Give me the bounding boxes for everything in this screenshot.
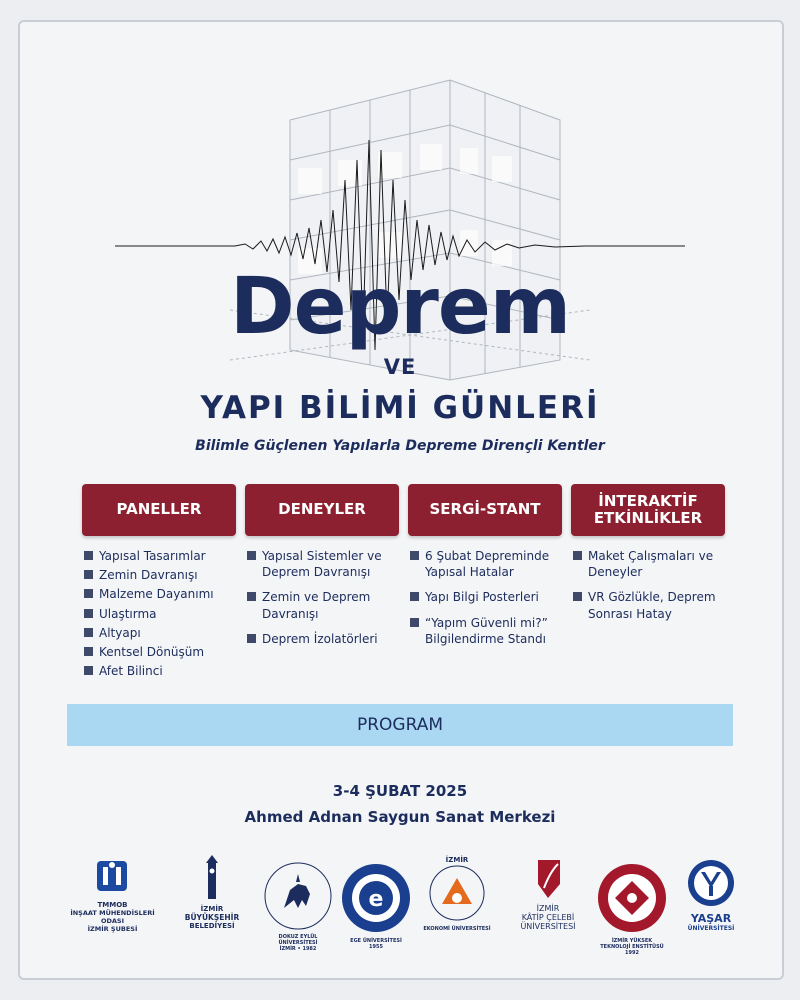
- list-item: Zemin ve Deprem Davranışı: [245, 589, 399, 621]
- iyte-logo: İZMİR YÜKSEK TEKNOLOJİ ENSTİTÜSÜ 1992: [596, 862, 668, 956]
- ikcu-logo: İZMİR KÂTİP ÇELEBİ ÜNİVERSİTESİ: [508, 858, 588, 931]
- list-item: Afet Bilinci: [82, 663, 236, 679]
- iyte-emblem-icon: [596, 862, 668, 934]
- bullet-square-icon: [573, 592, 582, 601]
- bullet-square-icon: [410, 618, 419, 627]
- bullet-square-icon: [410, 551, 419, 560]
- bullet-square-icon: [573, 551, 582, 560]
- list-item: Altyapı: [82, 625, 236, 641]
- list-item: Yapı Bilgi Posterleri: [408, 589, 562, 605]
- column-header-deneyler: DENEYLER: [245, 484, 399, 536]
- bullet-square-icon: [84, 647, 93, 656]
- column-header-paneller: PANELLER: [82, 484, 236, 536]
- event-date: 3-4 ŞUBAT 2025: [332, 782, 468, 800]
- list-paneller: [82, 548, 236, 679]
- tmmob-logo: TMMOB İNŞAAT MÜHENDİSLERİ ODASI İZMİR ŞUBESİ: [60, 855, 165, 933]
- event-tagline: Bilimle Güçlenen Yapılarla Depreme Dirençli Kentler: [195, 438, 605, 454]
- list-item: 6 Şubat Depreminde Yapısal Hatalar: [408, 548, 562, 580]
- event-subtitle: YAPI BİLİMİ GÜNLERİ: [200, 390, 600, 426]
- quill-pen-icon: [508, 858, 588, 900]
- list-item: Yapısal Sistemler ve Deprem Davranışı: [245, 548, 399, 580]
- list-item: Maket Çalışmaları ve Deneyler: [571, 548, 725, 580]
- bullet-square-icon: [84, 589, 93, 598]
- list-item: Deprem İzolatörleri: [245, 631, 399, 647]
- column-paneller: [82, 484, 236, 682]
- bullet-square-icon: [84, 609, 93, 618]
- event-venue: Ahmed Adnan Saygun Sanat Merkezi: [244, 808, 556, 826]
- bullet-square-icon: [84, 551, 93, 560]
- clock-tower-icon: [178, 855, 246, 901]
- svg-text:e: e: [368, 887, 384, 912]
- bullet-square-icon: [247, 551, 256, 560]
- list-interaktif-etkinlikler: [571, 548, 725, 622]
- yasar-logo: YAŞAR ÜNİVERSİTESİ: [676, 858, 746, 932]
- column-header-interaktif-etkinlikler: İNTERAKTİF ETKİNLİKLER: [571, 484, 725, 536]
- list-item: “Yapım Güvenli mi?” Bilgilendirme Standı: [408, 615, 562, 647]
- list-item: VR Gözlükle, Deprem Sonrası Hatay: [571, 589, 725, 621]
- list-item: Malzeme Dayanımı: [82, 586, 236, 602]
- bullet-square-icon: [84, 570, 93, 579]
- ieu-emblem-icon: [420, 864, 494, 922]
- event-title-ve: VE: [383, 355, 417, 379]
- list-item: Kentsel Dönüşüm: [82, 644, 236, 660]
- event-title: Deprem: [229, 262, 571, 352]
- list-item: Ulaştırma: [82, 606, 236, 622]
- tmmob-emblem-icon: [60, 855, 165, 895]
- bullet-square-icon: [84, 666, 93, 675]
- bullet-square-icon: [410, 592, 419, 601]
- bullet-square-icon: [247, 592, 256, 601]
- list-item: Zemin Davranışı: [82, 567, 236, 583]
- list-sergi-stant: [408, 548, 562, 647]
- program-bar: PROGRAM: [67, 704, 733, 746]
- ege-emblem-icon: [340, 862, 412, 934]
- ege-logo: e EGE ÜNİVERSİTESİ 1955: [340, 862, 412, 950]
- bullet-square-icon: [84, 628, 93, 637]
- ieu-logo: İZMİR EKONOMİ ÜNİVERSİTESİ: [420, 856, 494, 932]
- bullet-square-icon: [247, 634, 256, 643]
- yasar-emblem-icon: [676, 858, 746, 908]
- column-header-sergi-stant: SERGİ-STANT: [408, 484, 562, 536]
- deu-logo: DOKUZ EYLÜL ÜNİVERSİTESİ İZMİR • 1982: [262, 860, 334, 952]
- column-sergi-stant: [408, 484, 562, 656]
- column-deneyler: [245, 484, 399, 656]
- column-interaktif-etkinlikler: [571, 484, 725, 631]
- list-deneyler: [245, 548, 399, 647]
- izmir-bb-logo: İZMİR BÜYÜKŞEHİR BELEDİYESİ: [178, 855, 246, 930]
- deu-horse-emblem-icon: [262, 860, 334, 932]
- list-item: Yapısal Tasarımlar: [82, 548, 236, 564]
